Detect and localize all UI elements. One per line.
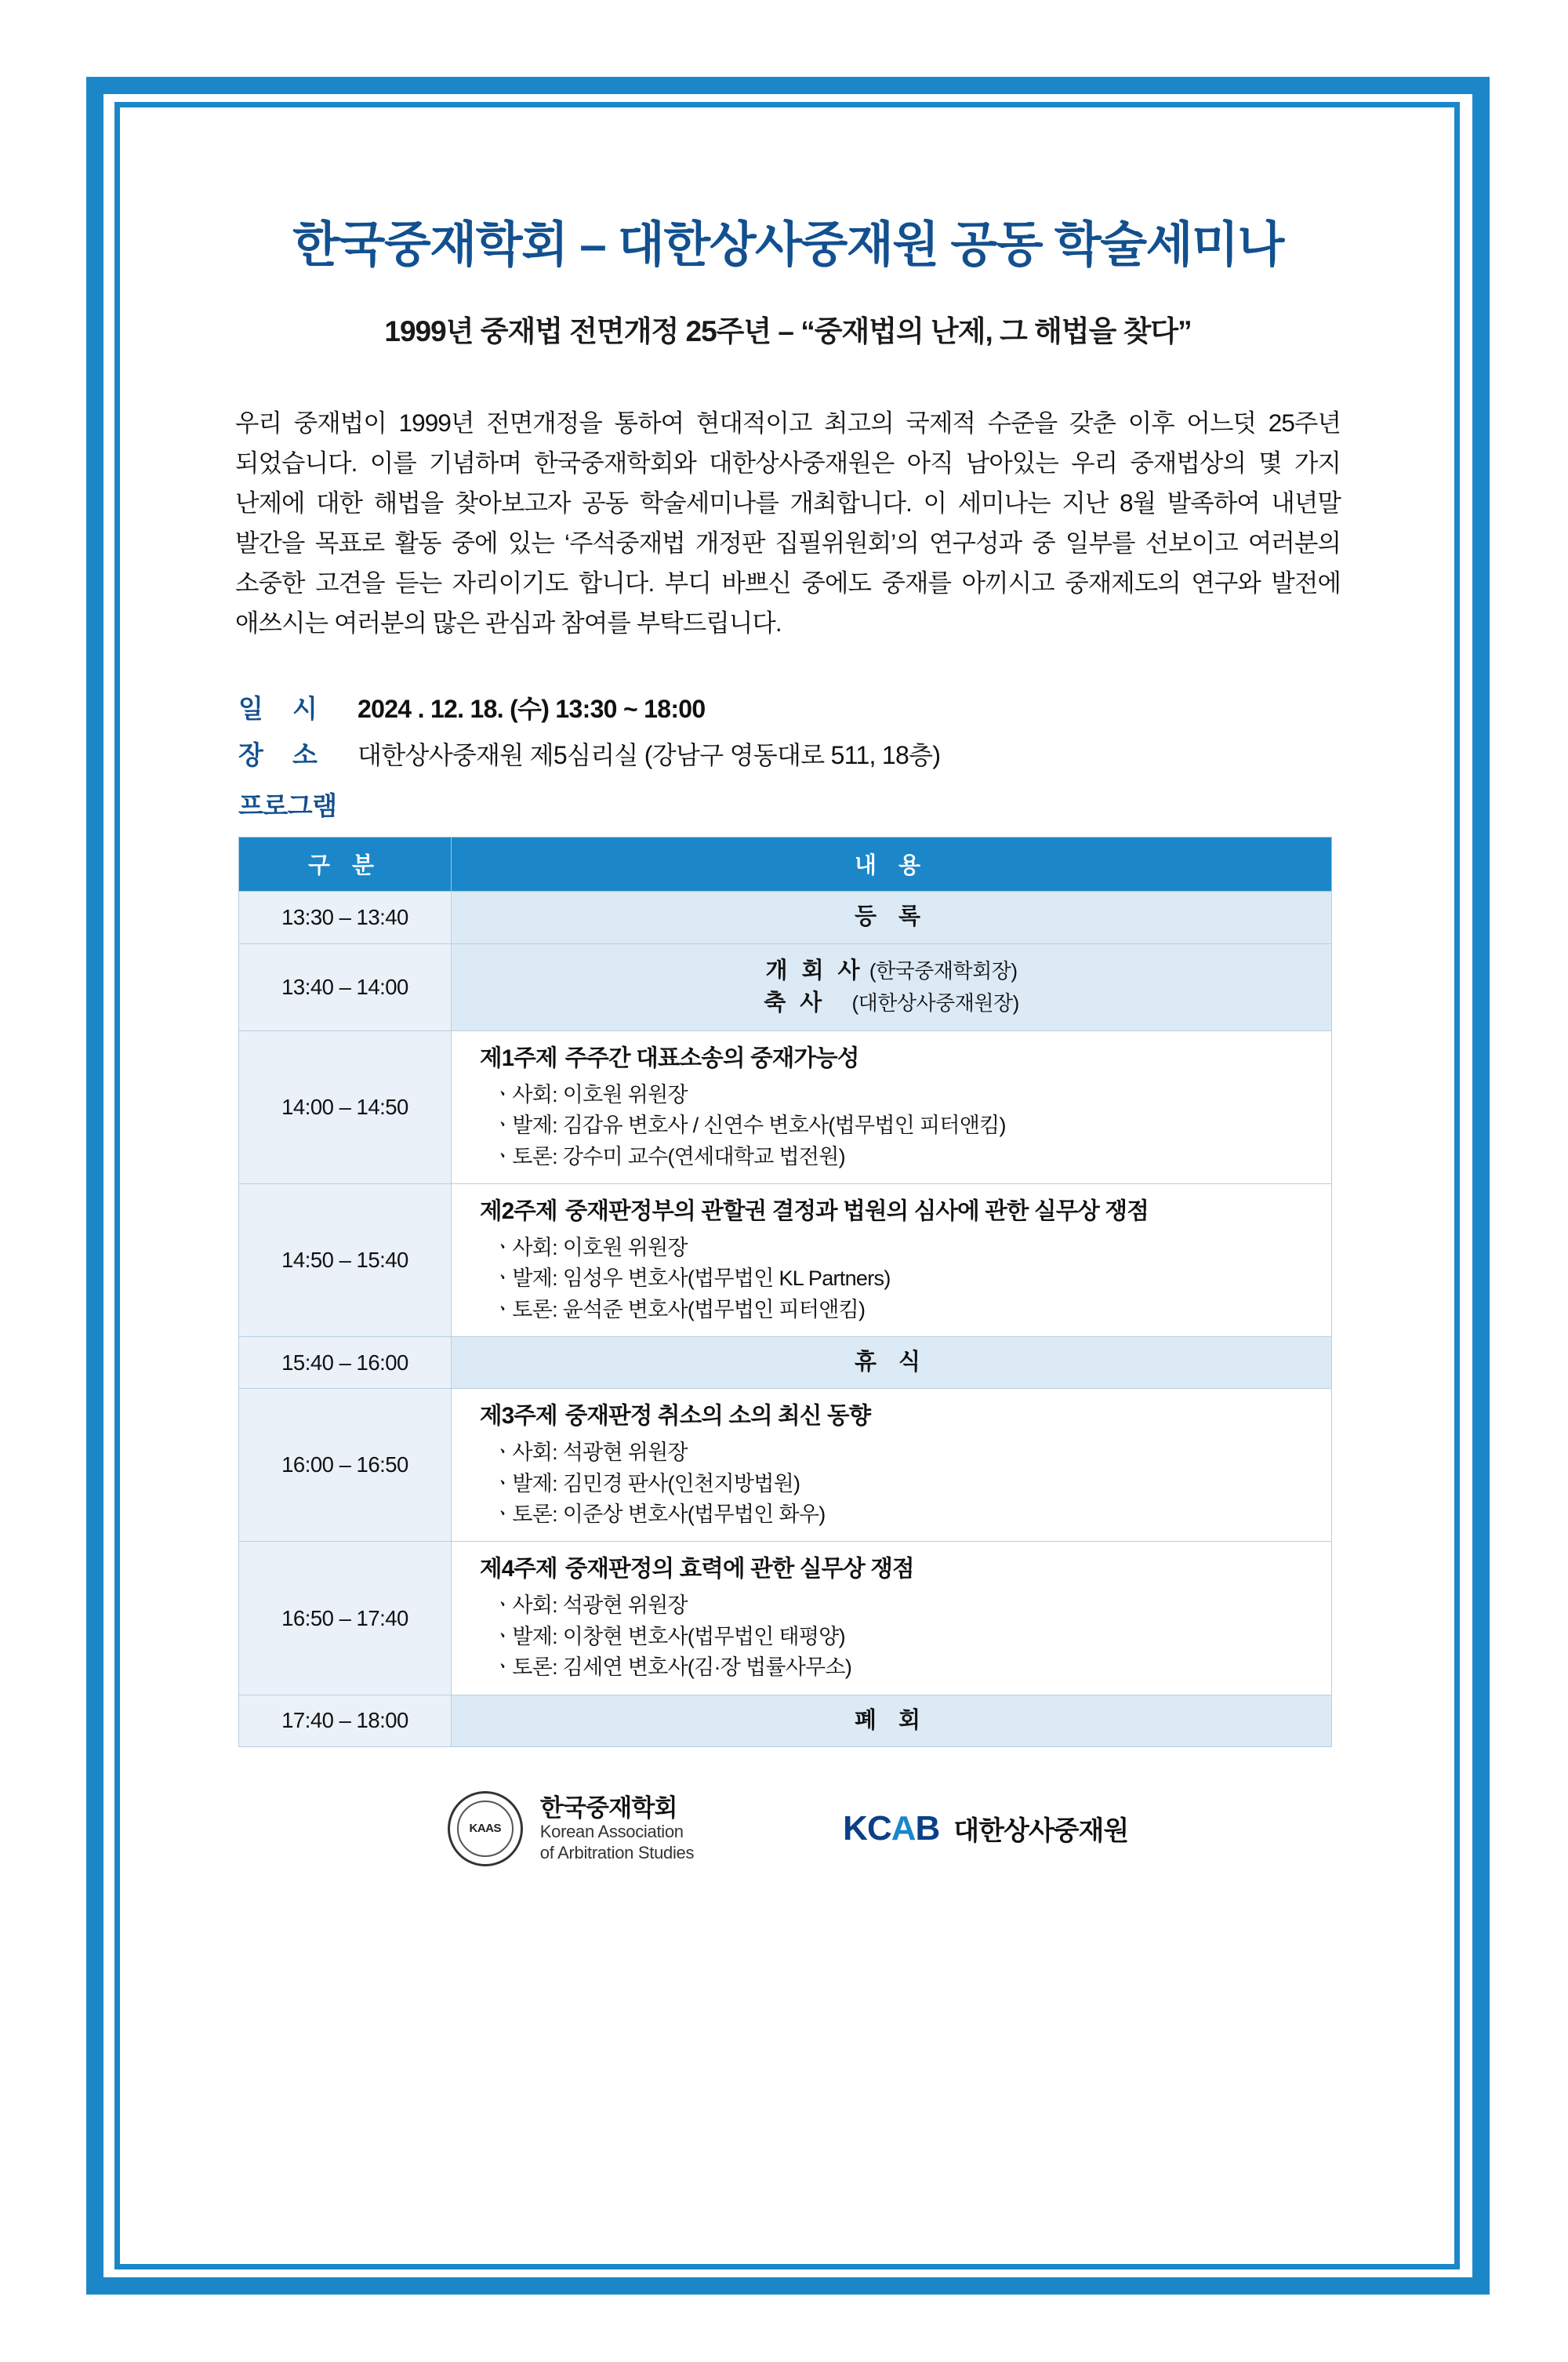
session-presenter: ㆍ발제: 김민경 판사(인천지방법원) [492,1471,800,1495]
session-chair: ㆍ사회: 이호원 위원장 [492,1235,688,1259]
kcab-wordmark [843,1809,939,1848]
kcab-name-ko: 대한상사중재원 [953,1816,1129,1847]
seal-icon [448,1791,523,1866]
opening-address-label: 개 회 사 [765,958,864,983]
table-row [239,892,1332,943]
row-time: 16:50 – 17:40 [239,1542,452,1695]
session-topic: 중재판정의 효력에 관한 실무상 쟁점 [564,1556,914,1583]
session-presenter: ㆍ발제: 임성우 변호사(법무법인 KL Partners) [492,1266,891,1291]
row-content [452,1389,1332,1542]
row-content [452,1542,1332,1695]
congratulatory-address-org: (대한상사중재원장) [851,990,1019,1015]
event-date-label: 일 시 [238,694,328,724]
row-time: 17:40 – 18:00 [239,1695,452,1746]
event-date-row [238,689,1419,725]
session-chair: ㆍ사회: 석광현 위원장 [492,1441,688,1465]
row-content [452,943,1332,1030]
session-chair: ㆍ사회: 석광현 위원장 [492,1593,688,1618]
event-info [238,689,1419,823]
row-content: 등 록 [452,892,1332,943]
session-discussant: ㆍ토론: 김세연 변호사(김·장 법률사무소) [492,1655,852,1680]
row-time: 14:50 – 15:40 [239,1184,452,1337]
table-header-division: 구 분 [239,838,452,892]
kcab-mark-kc: KC [843,1808,891,1848]
page-title: 한국중재학회 – 대한상사중재원 공동 학술세미나 [292,218,1283,272]
session-title [480,1553,1331,1586]
table-row [239,1337,1332,1389]
row-time: 14:00 – 14:50 [239,1031,452,1184]
kaas-name-en-line2: of Arbitration Studies [539,1842,695,1862]
table-row [239,1542,1332,1695]
opening-address-line [452,955,1331,987]
table-row [239,1031,1332,1184]
congratulatory-address-line [452,987,1331,1019]
session-presenter: ㆍ발제: 이창현 변호사(법무법인 태평양) [492,1624,845,1648]
kaas-name-en-line1: Korean Association [539,1822,684,1842]
session-presenter: ㆍ발제: 김갑유 변호사 / 신연수 변호사(법무법인 피터앤킴) [492,1114,1006,1138]
session-topic: 주주간 대표소송의 중재가능성 [564,1045,859,1071]
row-time: 13:40 – 14:00 [239,943,452,1030]
program-table [238,837,1332,1746]
session-topic: 중재판정 취소의 소의 최신 동향 [564,1403,871,1430]
event-date-value: 2024 . 12. 18. (수) 13:30 ~ 18:00 [358,695,706,724]
kcab-mark-a: A [891,1808,916,1848]
program-heading: 프로그램 [238,791,337,821]
kaas-names [540,1794,694,1863]
row-content: 폐 회 [452,1695,1332,1746]
poster-content [157,149,1419,1866]
session-number: 제4주제 [480,1556,557,1583]
table-header-row [239,838,1332,892]
session-title [480,1195,1331,1228]
intro-paragraph: 우리 중재법이 1999년 전면개정을 통하여 현대적이고 최고의 국제적 수준을 갖춘 이후 어느덧 25주년 되었습니다. 이를 기념하며 한국중재학회와 대한상사중재원은 아직 남아있는 우리 중재법상의 몇 가지 난제에 대한 해법을 찾아보고자 공동 학술세미나를 개최합니다. 이 세미나는 지난 8월 발족하여 내년말 발간을 목표로 활동 중에 있는 ‘주석중재법 개정판 집필위원회’의 연구성과 중 일부를 선보이고 여러분의 소중한 고견을 듣는 자리이기도 합니다. 부디 바쁘신 중에도 중재를 아끼시고 중재제도의 연구와 발전에 애쓰시는 여러분의 많은 관심과 참여를 부탁드립니다. [235,409,1341,638]
row-content [452,1031,1332,1184]
session-topic: 중재판정부의 관할권 결정과 법원의 심사에 관한 실무상 쟁점 [564,1198,1149,1225]
congratulatory-address-label: 축 사 [764,990,826,1016]
row-content [452,1184,1332,1337]
row-time: 16:00 – 16:50 [239,1389,452,1542]
table-row [239,1184,1332,1337]
kcab-mark-b: B [915,1808,940,1848]
event-place-value: 대한상사중재원 제5심리실 (강남구 영동대로 511, 18층) [358,741,941,770]
kaas-name-ko: 한국중재학회 [539,1793,677,1822]
kaas-seal-text: KAAS [469,1822,502,1836]
kcab-logo [843,1809,1128,1848]
session-number: 제3주제 [480,1403,557,1430]
session-discussant: ㆍ토론: 강수미 교수(연세대학교 법전원) [492,1144,845,1168]
table-header-content: 내 용 [452,838,1332,892]
session-title [480,1400,1331,1433]
session-title [480,1042,1331,1075]
session-number: 제1주제 [480,1045,557,1071]
session-discussant: ㆍ토론: 윤석준 변호사(법무법인 피터앤킴) [492,1297,866,1321]
session-chair: ㆍ사회: 이호원 위원장 [492,1082,688,1107]
kaas-logo [448,1791,694,1866]
table-row [239,1695,1332,1746]
table-row [239,1389,1332,1542]
session-number: 제2주제 [480,1198,557,1225]
event-place-label: 장 소 [238,740,328,770]
session-discussant: ㆍ토론: 이준상 변호사(법무법인 화우) [492,1503,826,1527]
row-content: 휴 식 [452,1337,1332,1389]
opening-address-org: (한국중재학회장) [869,958,1018,983]
event-place-row [238,735,1419,772]
row-time: 15:40 – 16:00 [239,1337,452,1389]
page-subtitle: 1999년 중재법 전면개정 25주년 – “중재법의 난제, 그 해법을 찾다” [384,315,1192,348]
footer-logos [157,1791,1419,1866]
row-time: 13:30 – 13:40 [239,892,452,943]
table-row [239,943,1332,1030]
